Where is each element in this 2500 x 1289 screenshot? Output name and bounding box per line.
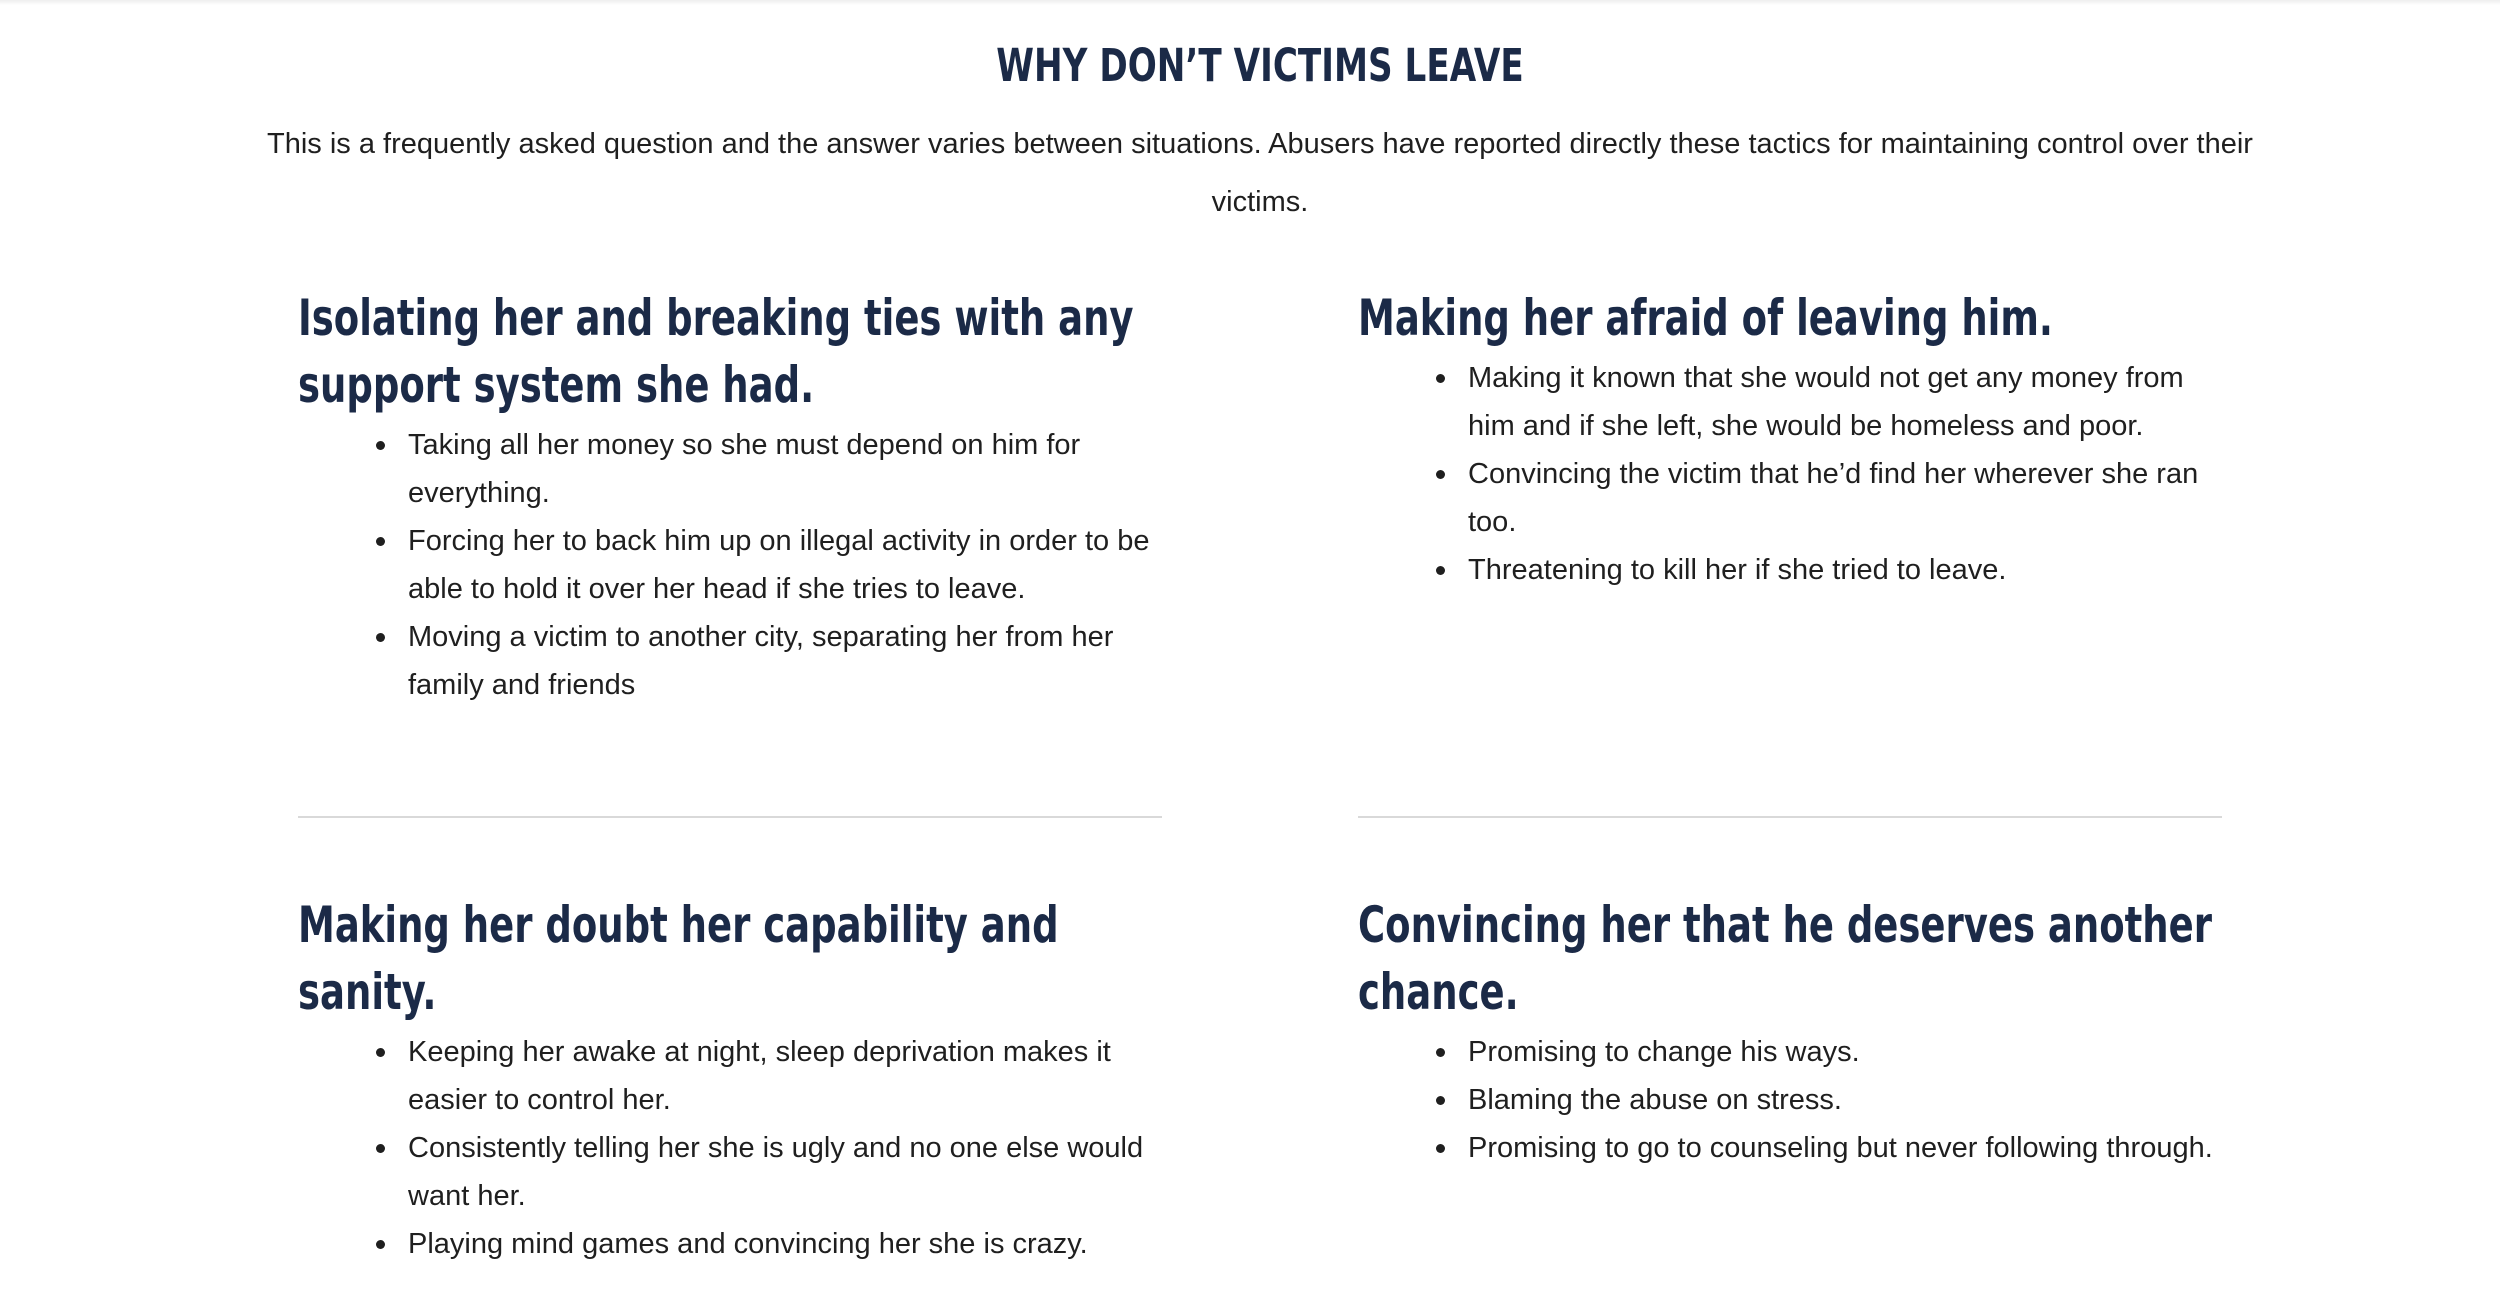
bullet-icon	[1436, 470, 1445, 479]
section-doubt	[298, 892, 1178, 1268]
divider-right	[1358, 816, 2222, 818]
list-item: Moving a victim to another city, separating her from her family and friends	[298, 613, 1178, 709]
divider-left	[298, 816, 1162, 818]
bullet-icon	[1436, 1096, 1445, 1105]
section-heading: Making her afraid of leaving him.	[1358, 289, 2053, 347]
bullet-icon	[376, 1048, 385, 1057]
section-another-chance	[1358, 892, 2238, 1172]
section-heading: Convincing her that he deserves another chance.	[1358, 896, 2212, 1021]
page-title: WHY DON’T VICTIMS LEAVE	[996, 39, 1524, 92]
bullet-icon	[376, 633, 385, 642]
tactic-list	[1358, 1028, 2238, 1172]
tactic-list	[298, 1028, 1178, 1268]
section-heading: Making her doubt her capability and sanity.	[298, 896, 1059, 1021]
top-shadow	[0, 0, 2500, 5]
bullet-icon	[1436, 374, 1445, 383]
list-item: Promising to go to counseling but never following through.	[1358, 1124, 2238, 1172]
list-item: Playing mind games and convincing her she is crazy.	[298, 1220, 1178, 1268]
intro-paragraph: This is a frequently asked question and the answer varies between situations. Abusers have reported directly these tactics for maintaining control over their victims.	[267, 128, 2253, 218]
list-item: Taking all her money so she must depend on him for everything.	[298, 421, 1178, 517]
section-isolating	[298, 285, 1178, 709]
list-item: Forcing her to back him up on illegal activity in order to be able to hold it over her head if she tries to leave.	[298, 517, 1178, 613]
bullet-icon	[376, 441, 385, 450]
bullet-icon	[1436, 1144, 1445, 1153]
bullet-icon	[376, 1144, 385, 1153]
tactic-list	[1358, 354, 2238, 594]
list-item: Convincing the victim that he’d find her wherever she ran too.	[1358, 450, 2238, 546]
list-item: Consistently telling her she is ugly and no one else would want her.	[298, 1124, 1178, 1220]
list-item: Keeping her awake at night, sleep deprivation makes it easier to control her.	[298, 1028, 1178, 1124]
bullet-icon	[376, 1240, 385, 1249]
list-item: Blaming the abuse on stress.	[1358, 1076, 2238, 1124]
tactic-list	[298, 421, 1178, 709]
section-heading: Isolating her and breaking ties with any support system she had.	[298, 289, 1134, 414]
list-item: Making it known that she would not get any money from him and if she left, she would be homeless and poor.	[1358, 354, 2238, 450]
bullet-icon	[376, 537, 385, 546]
section-afraid	[1358, 285, 2238, 594]
list-item: Promising to change his ways.	[1358, 1028, 2238, 1076]
list-item: Threatening to kill her if she tried to leave.	[1358, 546, 2238, 594]
bullet-icon	[1436, 1048, 1445, 1057]
bullet-icon	[1436, 566, 1445, 575]
